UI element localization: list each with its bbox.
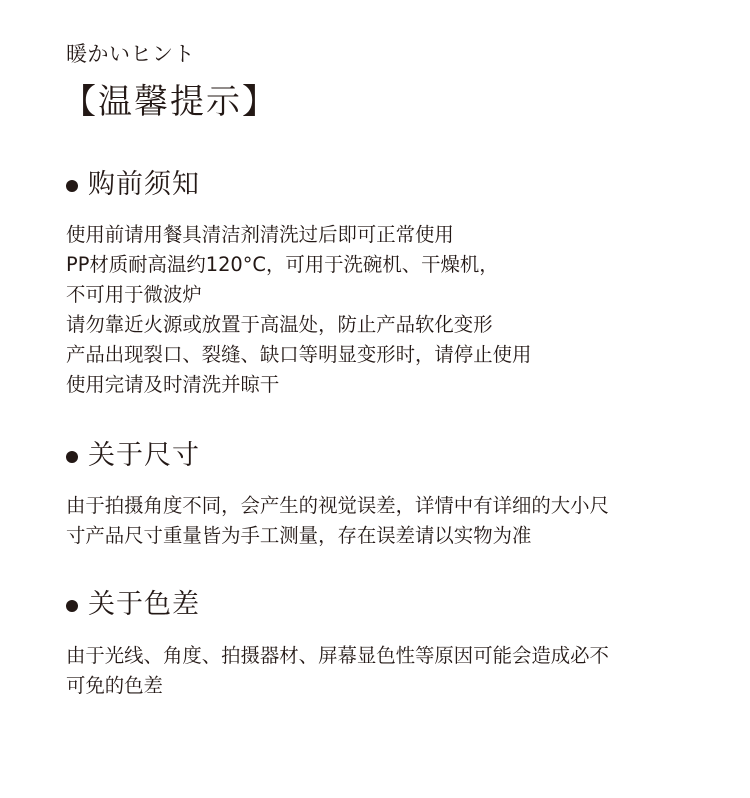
body-line: 使用前请用餐具清洁剂清洗过后即可正常使用 [66, 223, 454, 246]
bullet-dot-icon [66, 180, 78, 192]
section-body-size [66, 491, 696, 551]
section-body-color-difference [66, 641, 696, 701]
body-line: 使用完请及时清洗并晾干 [66, 373, 280, 396]
body-line: 可免的色差 [66, 674, 163, 697]
body-line: PP材质耐高温约120°C，可用于洗碗机、干燥机， [66, 253, 499, 276]
body-line: 寸产品尺寸重量皆为手工测量，存在误差请以实物为准 [66, 524, 532, 547]
bullet-dot-icon [66, 451, 78, 463]
section-heading-color-difference [66, 587, 200, 623]
body-line: 产品出现裂口、裂缝、缺口等明显变形时，请停止使用 [66, 343, 532, 366]
japanese-subtitle: 暖かいヒント [66, 42, 195, 66]
section-heading-text: 关于色差 [88, 589, 200, 620]
body-line: 由于拍摄角度不同，会产生的视觉误差，详情中有详细的大小尺 [66, 494, 609, 517]
bullet-dot-icon [66, 600, 78, 612]
section-heading-text: 关于尺寸 [88, 440, 200, 471]
page-title: 【温馨提示】 [62, 82, 278, 122]
body-line: 由于光线、角度、拍摄器材、屏幕显色性等原因可能会造成必不 [66, 644, 609, 667]
body-line: 不可用于微波炉 [66, 283, 202, 306]
body-line: 请勿靠近火源或放置于高温处，防止产品软化变形 [66, 313, 493, 336]
section-heading-size [66, 438, 200, 474]
section-body-purchase-notes [66, 220, 696, 400]
section-heading-purchase-notes [66, 167, 200, 203]
section-heading-text: 购前须知 [88, 169, 200, 200]
